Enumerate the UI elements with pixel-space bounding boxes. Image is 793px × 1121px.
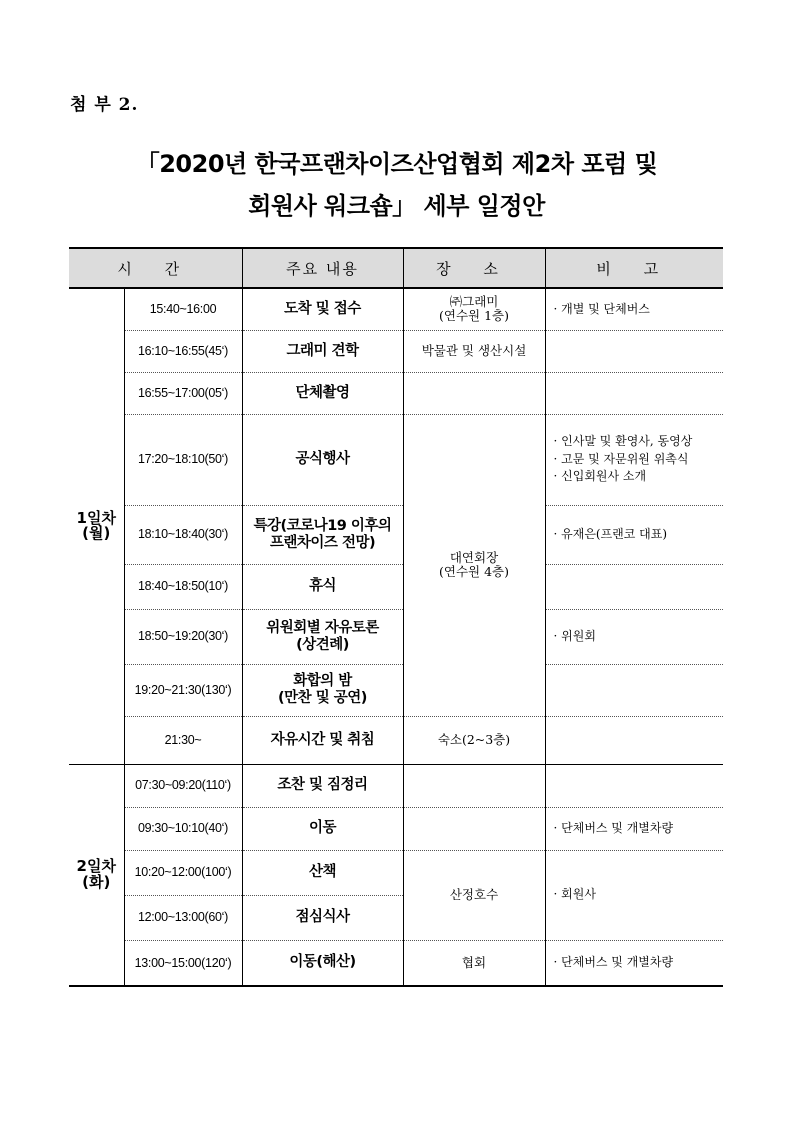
note-cell [545,372,723,414]
note-cell [545,716,723,764]
table-row [69,330,723,372]
time-cell: 16:55~17:00(05‘) [124,372,242,414]
note-cell [545,414,723,505]
place-cell [403,372,545,414]
time-cell: 15:40~16:00 [124,288,242,330]
table-row [69,288,723,330]
place-cell: 박물관 및 생산시설 [403,330,545,372]
content-cell: 이동 [242,807,403,850]
content-line1: 특강(코로나19 이후의 [253,517,392,534]
content-cell: 점심식사 [242,895,403,940]
document-title-line-2: 회원사 워크숍」 세부 일정안 [248,192,545,220]
content-cell [242,664,403,716]
content-line1: 위원회별 자유토론 [266,619,379,636]
table-row [69,372,723,414]
content-cell: 자유시간 및 취침 [242,716,403,764]
document-title-line-1: 「2020년 한국프랜차이즈산업협회 제2차 포럼 및 [135,150,658,178]
note-cell [545,664,723,716]
table-row [69,414,723,505]
content-cell: 휴식 [242,564,403,609]
table-row [69,564,723,609]
time-cell: 18:10~18:40(30‘) [124,505,242,564]
time-cell: 19:20~21:30(130‘) [124,664,242,716]
note-cell: · 회원사 [545,850,723,940]
note-cell: · 위원회 [545,609,723,664]
place-reception-line1: ㈜그래미 [449,293,499,309]
note-cell: · 유재은(프랜코 대표) [545,505,723,564]
place-cell: 협회 [403,940,545,986]
time-cell: 16:10~16:55(45‘) [124,330,242,372]
day1-label [69,288,124,764]
content-cell [242,505,403,564]
time-cell: 07:30~09:20(110‘) [124,764,242,807]
day1-label-line1: 1일차 [76,508,116,527]
content-cell [242,609,403,664]
note-cell: · 단체버스 및 개별차량 [545,807,723,850]
table-row [69,664,723,716]
time-cell: 21:30~ [124,716,242,764]
place-cell [403,807,545,850]
note-cell [545,764,723,807]
content-line1: 화합의 밤 [293,673,352,690]
note-cell: · 개별 및 단체버스 [545,288,723,330]
table-row [69,940,723,986]
table-row [69,716,723,764]
time-cell: 13:00~15:00(120‘) [124,940,242,986]
header-time: 시 간 [69,248,242,288]
header-row [69,248,723,288]
content-cell: 그래미 견학 [242,330,403,372]
content-cell: 단체촬영 [242,372,403,414]
place-cell: 숙소(2~3층) [403,716,545,764]
day2-label-line2: (화) [82,872,111,891]
note-ceremony-3: · 신입회원사 소개 [553,469,647,484]
time-cell: 10:20~12:00(100‘) [124,850,242,895]
content-cell: 이동(해산) [242,940,403,986]
schedule-table [69,247,723,987]
time-cell: 12:00~13:00(60‘) [124,895,242,940]
place-hall-line2: (연수원 4층) [439,564,509,579]
table-row [69,505,723,564]
time-cell: 18:50~19:20(30‘) [124,609,242,664]
place-cell [403,414,545,716]
table-row [69,609,723,664]
table-row [69,807,723,850]
day1-label-line2: (월) [82,524,111,543]
note-cell [545,564,723,609]
place-cell: 산정호수 [403,850,545,940]
content-line2: 프랜차이즈 전망) [269,534,376,551]
attachment-label: 첨 부 2. [70,95,139,115]
content-cell: 조찬 및 짐정리 [242,764,403,807]
content-line2: (만찬 및 공연) [278,690,367,706]
header-note: 비 고 [545,248,723,288]
header-place: 장 소 [403,248,545,288]
day2-label [69,764,124,986]
content-cell: 산책 [242,850,403,895]
table-row [69,764,723,807]
note-ceremony-2: · 고문 및 자문위원 위촉식 [553,451,689,466]
table-row [69,850,723,895]
time-cell: 09:30~10:10(40‘) [124,807,242,850]
time-cell: 18:40~18:50(10‘) [124,564,242,609]
content-line2: (상견례) [296,636,349,653]
note-ceremony-1: · 인사말 및 환영사, 동영상 [553,434,693,449]
place-cell [403,764,545,807]
day2-label-line1: 2일차 [76,857,116,875]
time-cell: 17:20~18:10(50‘) [124,414,242,505]
note-cell: · 단체버스 및 개별차량 [545,940,723,986]
header-content: 주요 내용 [242,248,403,288]
place-hall-line1: 대연회장 [449,549,499,565]
content-cell: 공식행사 [242,414,403,505]
note-cell [545,330,723,372]
place-cell [403,288,545,330]
place-reception-line2: (연수원 1층) [439,308,509,324]
content-cell: 도착 및 접수 [242,288,403,330]
